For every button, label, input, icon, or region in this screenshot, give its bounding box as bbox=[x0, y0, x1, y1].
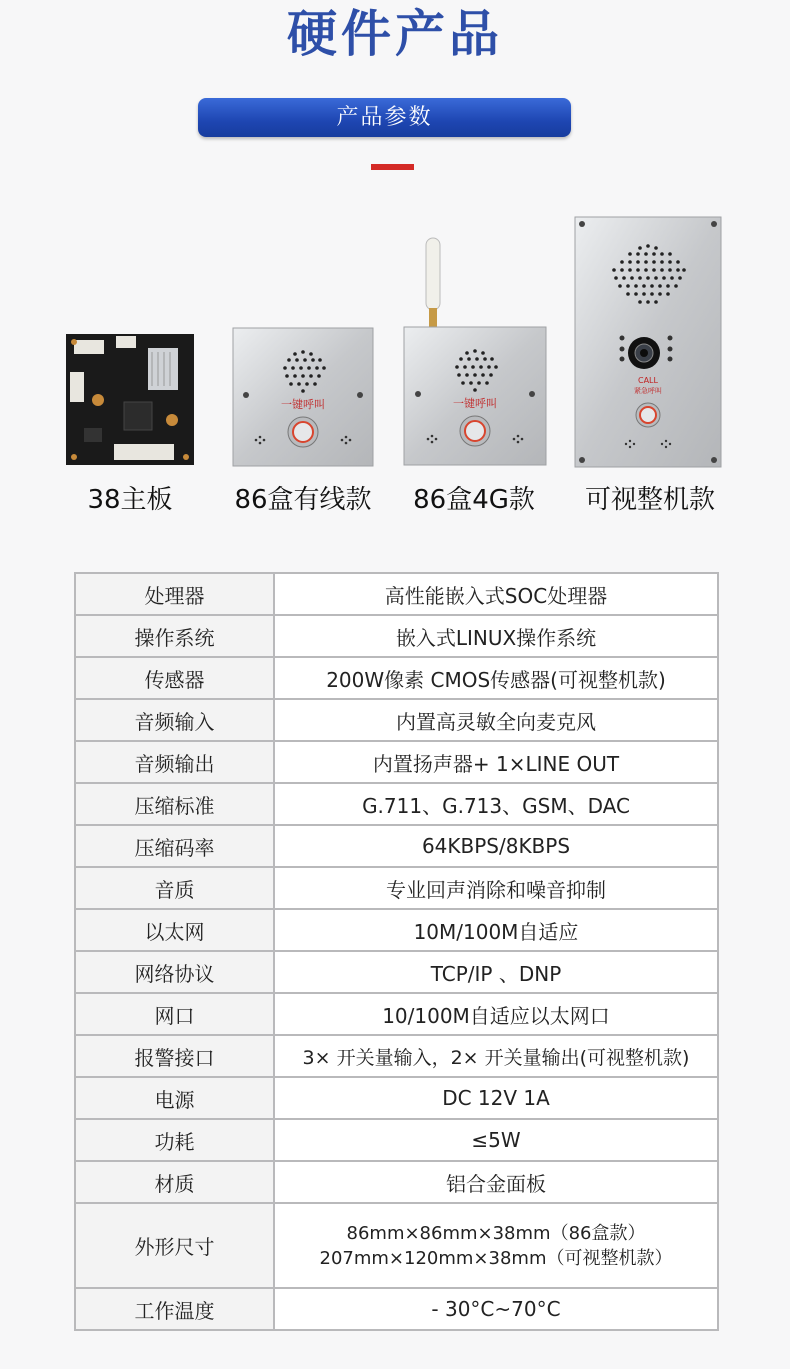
spec-value: DC 12V 1A bbox=[274, 1077, 718, 1119]
spec-row bbox=[75, 1203, 718, 1288]
spec-value: 铝合金面板 bbox=[274, 1161, 718, 1203]
spec-row bbox=[75, 1035, 718, 1077]
spec-key: 处理器 bbox=[75, 573, 274, 615]
spec-key: 操作系统 bbox=[75, 615, 274, 657]
spec-row bbox=[75, 741, 718, 783]
spec-key: 音频输出 bbox=[75, 741, 274, 783]
svg-text:一键呼叫: 一键呼叫 bbox=[453, 397, 497, 410]
spec-row bbox=[75, 993, 718, 1035]
product-label-wired: 86盒有线款 bbox=[234, 485, 372, 515]
product-label-video: 可视整机款 bbox=[584, 485, 715, 515]
spec-value: 内置扬声器+ 1×LINE OUT bbox=[274, 741, 718, 783]
spec-key: 工作温度 bbox=[75, 1288, 274, 1330]
spec-value bbox=[274, 1203, 718, 1288]
spec-key: 音频输入 bbox=[75, 699, 274, 741]
spec-key: 电源 bbox=[75, 1077, 274, 1119]
spec-key: 报警接口 bbox=[75, 1035, 274, 1077]
size-line-2: 207mm×120mm×38mm（可视整机款） bbox=[319, 1247, 673, 1269]
svg-text:CALL: CALL bbox=[638, 376, 658, 385]
divider bbox=[371, 164, 414, 170]
product-label-4g: 86盒4G款 bbox=[413, 485, 535, 515]
spec-row bbox=[75, 1077, 718, 1119]
spec-key: 外形尺寸 bbox=[75, 1203, 274, 1288]
svg-text:紧急呼叫: 紧急呼叫 bbox=[634, 387, 662, 395]
spec-row bbox=[75, 951, 718, 993]
spec-row bbox=[75, 1119, 718, 1161]
spec-row bbox=[75, 1161, 718, 1203]
spec-value: 内置高灵敏全向麦克风 bbox=[274, 699, 718, 741]
circuit-board-image bbox=[64, 332, 196, 467]
spec-table bbox=[74, 572, 719, 1331]
spec-value: TCP/IP 、DNP bbox=[274, 951, 718, 993]
spec-key: 以太网 bbox=[75, 909, 274, 951]
spec-value: 64KBPS/8KBPS bbox=[274, 825, 718, 867]
spec-key: 材质 bbox=[75, 1161, 274, 1203]
page-title: 硬件产品 bbox=[287, 5, 503, 63]
spec-row bbox=[75, 867, 718, 909]
product-label-board: 38主板 bbox=[87, 485, 173, 515]
spec-key: 压缩码率 bbox=[75, 825, 274, 867]
spec-row bbox=[75, 783, 718, 825]
video-intercom-image bbox=[574, 216, 722, 468]
section-banner: 产品参数 bbox=[198, 98, 571, 137]
spec-value: - 30°C~70°C bbox=[274, 1288, 718, 1330]
spec-value: 10/100M自适应以太网口 bbox=[274, 993, 718, 1035]
intercom-panel-4g-image bbox=[400, 236, 548, 467]
spec-value: ≤5W bbox=[274, 1119, 718, 1161]
svg-text:一键呼叫: 一键呼叫 bbox=[281, 398, 325, 411]
spec-key: 音质 bbox=[75, 867, 274, 909]
spec-value: G.711、G.713、GSM、DAC bbox=[274, 783, 718, 825]
spec-key: 网口 bbox=[75, 993, 274, 1035]
spec-row bbox=[75, 699, 718, 741]
spec-value: 嵌入式LINUX操作系统 bbox=[274, 615, 718, 657]
spec-row bbox=[75, 615, 718, 657]
spec-row bbox=[75, 573, 718, 615]
spec-row bbox=[75, 909, 718, 951]
spec-row bbox=[75, 657, 718, 699]
spec-row bbox=[75, 1288, 718, 1330]
spec-row bbox=[75, 825, 718, 867]
spec-value: 专业回声消除和噪音抑制 bbox=[274, 867, 718, 909]
size-line-1: 86mm×86mm×38mm（86盒款） bbox=[346, 1222, 646, 1244]
intercom-panel-image bbox=[232, 327, 374, 467]
spec-value: 高性能嵌入式SOC处理器 bbox=[274, 573, 718, 615]
spec-key: 功耗 bbox=[75, 1119, 274, 1161]
spec-value: 3× 开关量输入，2× 开关量输出(可视整机款) bbox=[274, 1035, 718, 1077]
spec-key: 传感器 bbox=[75, 657, 274, 699]
spec-key: 网络协议 bbox=[75, 951, 274, 993]
spec-value: 10M/100M自适应 bbox=[274, 909, 718, 951]
spec-value: 200W像素 CMOS传感器(可视整机款) bbox=[274, 657, 718, 699]
spec-key: 压缩标准 bbox=[75, 783, 274, 825]
